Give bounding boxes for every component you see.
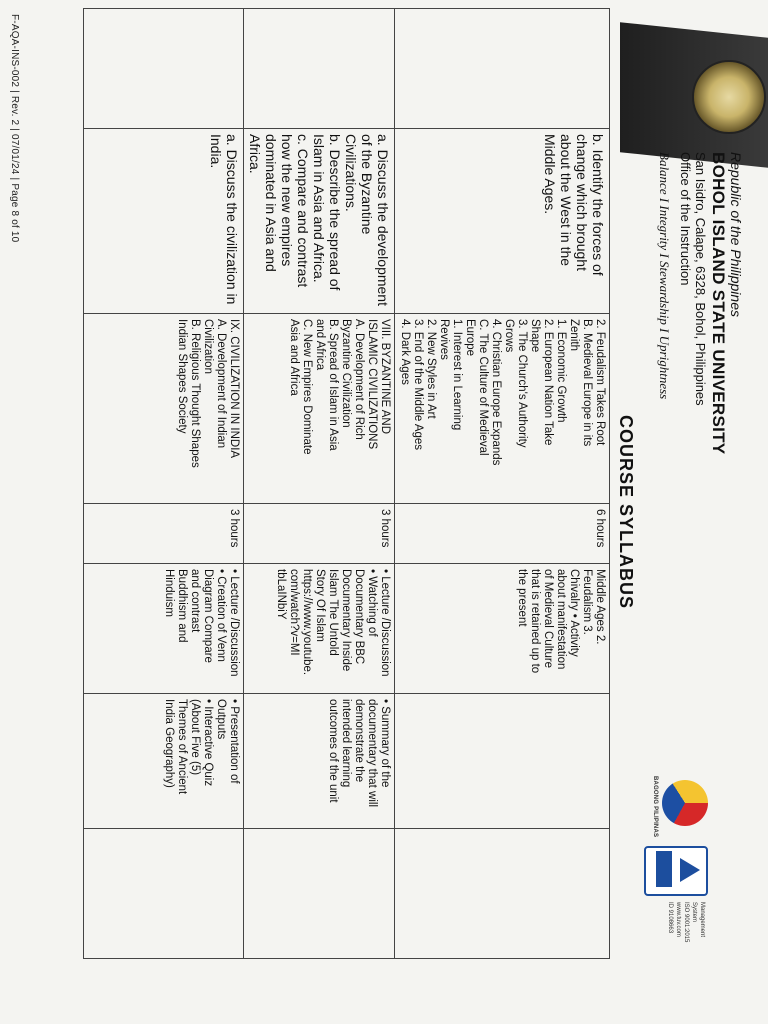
cell-line: Middle Ages 2. [594, 569, 606, 645]
cell-line: IX. CIVILIZATION IN INDIA [228, 319, 240, 459]
cell-text: 6 hours [594, 509, 606, 548]
cell-line: Revives [438, 319, 450, 360]
cell-line: Diagram Compare [202, 569, 214, 663]
objectives-cell [84, 129, 244, 314]
assessment-cell [84, 694, 244, 829]
certification-logos [628, 776, 708, 980]
cell-line: b. Identify the forces of [590, 134, 606, 276]
content-cell [244, 314, 395, 504]
cell-line: Documentary Inside [340, 569, 352, 672]
cell-line: 4. Christian Europe Expands [490, 319, 502, 466]
outcome-cell [244, 9, 395, 129]
table-row [395, 9, 610, 959]
cell-line: Europe [464, 319, 476, 357]
cell-line: and contrast [189, 569, 201, 633]
cell-line: c. Compare and contrast [295, 134, 311, 288]
office-name: Office of the Instruction [678, 152, 693, 286]
cell-line: Shape [529, 319, 541, 353]
cell-line: how the new empires [279, 134, 295, 267]
university-address: San Isidro, Calape, 6328, Bohol, Philippines [693, 152, 708, 406]
document-footer: F-AQA-INS-002 | Rev. 2 | 07/01/24 | Page 8 of 10 [9, 14, 20, 243]
tuv-certification-logo-icon [644, 846, 708, 896]
cell-line: A. Development of Indian [215, 319, 227, 449]
objectives-cell [244, 129, 395, 314]
cell-line: Zenith [568, 319, 580, 351]
cell-text: 3 hours [379, 509, 391, 548]
document-title: COURSE SYLLABUS [616, 414, 636, 609]
cell-line: (About Five (5) [189, 699, 201, 776]
cell-line: Feudalism 3. [581, 569, 593, 635]
cell-line: Asia and Africa [288, 319, 300, 396]
cell-line: Grows [503, 319, 515, 353]
cell-line: outcomes of the unit [327, 699, 339, 803]
certification-text: Management System ISO 9001:2015 www.tuv.com ID 9108663 [667, 902, 705, 943]
cell-line: intended learning [340, 699, 352, 788]
cell-line: 2. Feudalism Takes Root [594, 319, 606, 446]
time-cell [395, 504, 610, 564]
cell-line: a. Discuss the civilization in [224, 134, 240, 305]
cell-line: Civilization [202, 319, 214, 374]
learning-activities-cell [244, 564, 395, 694]
cell-line: Outputs [215, 699, 227, 740]
cell-line: Indian Shapes Society [176, 319, 188, 434]
cell-line: C. New Empires Dominate [301, 319, 313, 455]
cell-line: the present [516, 569, 528, 627]
cell-line: that is retained up to [529, 569, 541, 674]
cell-line: • Presentation of [228, 699, 240, 784]
cell-line: Themes of Ancient [176, 699, 188, 795]
university-name: BOHOL ISLAND STATE UNIVERSITY [709, 152, 728, 455]
assessment-cell [244, 694, 395, 829]
cell-line: dominated in Asia and [263, 134, 279, 272]
core-values: Balance I Integrity I Stewardship I Uprightness [657, 152, 672, 400]
cell-line: 3. The Church's Authority [516, 319, 528, 448]
learning-activities-cell [84, 564, 244, 694]
time-cell [84, 504, 244, 564]
cell-line: Hinduism [163, 569, 175, 617]
objectives-cell [395, 129, 610, 314]
remarks-cell [395, 829, 610, 959]
bagong-pilipinas-logo-icon [662, 780, 708, 826]
cell-line: VIII. BYZANTINE AND [379, 319, 391, 435]
cell-line: C. The Culture of Medieval [477, 319, 489, 456]
letterhead-text [656, 152, 744, 454]
cell-line: Buddhism and [176, 569, 188, 643]
university-seal-icon [692, 60, 766, 134]
cell-line: 3. End of the Middle Ages [412, 319, 424, 451]
cell-line: demonstrate the [353, 699, 365, 783]
remarks-cell [84, 829, 244, 959]
cell-line: • Interactive Quiz [202, 699, 214, 787]
content-cell [395, 314, 610, 504]
cell-line: A. Development of Rich [353, 319, 365, 440]
cell-line: • Watching of [366, 569, 378, 637]
cell-line: Chivalry • Activity [568, 569, 580, 657]
syllabus-table [83, 8, 610, 959]
assessment-cell [395, 694, 610, 829]
cell-line: documentary that will [366, 699, 378, 808]
cell-line: about manifestation [555, 569, 567, 670]
cell-line: Civilizations. [343, 134, 359, 212]
bagong-pilipinas-label: BAGONG PILIPINAS [652, 776, 658, 838]
cell-line: Documentary BBC [353, 569, 365, 665]
republic-line: Republic of the Philippines [728, 152, 744, 317]
cell-line: change which brought [574, 134, 590, 271]
cell-line: B. Religious Thought Shapes [189, 319, 201, 468]
cell-line: 4. Dark Ages [399, 319, 411, 385]
cell-line: India Geography) [163, 699, 175, 788]
cell-line: Islam in Asia and Africa. [311, 134, 327, 283]
cell-line: 1. Interest in Learning [451, 319, 463, 431]
cell-line: of the Byzantine [359, 134, 375, 235]
cell-line: Byzantine Civilization [340, 319, 352, 428]
cell-line: • Creation of Venn [215, 569, 227, 662]
cell-line: com/watch?v=MI [288, 569, 300, 656]
table-row [84, 9, 244, 959]
content-cell [84, 314, 244, 504]
learning-activities-cell [395, 564, 610, 694]
cell-line: India. [208, 134, 224, 169]
cell-line: 2. European Nation Take [542, 319, 554, 446]
cell-line: tbLaINbiY [275, 569, 287, 620]
cell-text: 3 hours [228, 509, 240, 548]
outcome-cell [395, 9, 610, 129]
cell-line: • Summary of the [379, 699, 391, 788]
cell-line: a. Discuss the development [375, 134, 391, 306]
cell-line: Africa. [247, 134, 263, 174]
cell-line: 2. New Styles in Art [425, 319, 437, 419]
cell-line: • Lecture /Discussion [379, 569, 391, 677]
cell-line: Middle Ages. [542, 134, 558, 215]
cell-line: B. Spread of Islam in Asia [327, 319, 339, 451]
cell-line: about the West in the [558, 134, 574, 267]
outcome-cell [84, 9, 244, 129]
cell-line: of Medieval Culture [542, 569, 554, 669]
cell-line: Story Of Islam [314, 569, 326, 642]
cell-line: Islam The Untold [327, 569, 339, 656]
table-row [244, 9, 395, 959]
cell-line: b. Describe the spread of [327, 134, 343, 291]
cell-line: ISLAMIC CIVILIZATIONS [366, 319, 378, 450]
cell-line: B. Medieval Europe in its [581, 319, 593, 447]
cell-line: and Africa [314, 319, 326, 371]
cell-line: https://www.youtube. [301, 569, 313, 676]
cell-line: • Lecture /Discussion [228, 569, 240, 677]
remarks-cell [244, 829, 395, 959]
cell-line: 1. Economic Growth [555, 319, 567, 423]
time-cell [244, 504, 395, 564]
